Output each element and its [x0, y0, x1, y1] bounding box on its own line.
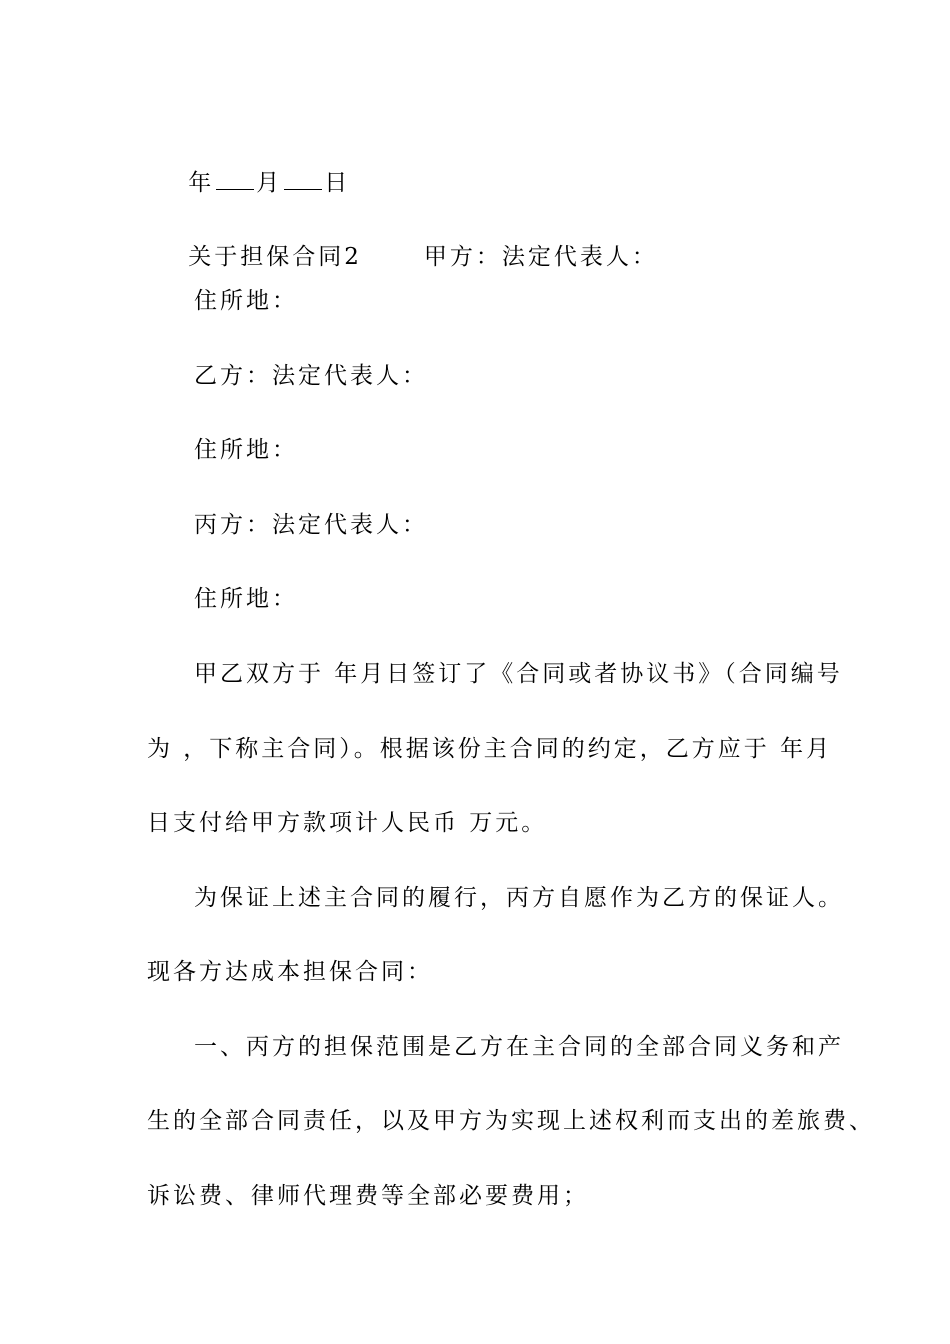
party-a-address: 住所地： [194, 288, 298, 314]
date-year: 年 [188, 170, 215, 196]
month-blank [284, 167, 322, 190]
year-blank [216, 167, 254, 190]
document-title: 关于担保合同2 [188, 244, 362, 270]
paragraph-line: 日支付给甲方款项计人民币 万元。 [147, 810, 548, 836]
paragraph-line: 现各方达成本担保合同： [147, 959, 433, 985]
heading-line [147, 212, 658, 270]
date-month: 月 [256, 170, 283, 196]
party-b-label: 乙方：法定代表人： [194, 363, 428, 389]
date-line [147, 137, 351, 196]
date-day: 日 [324, 170, 351, 196]
party-c-label: 丙方：法定代表人： [194, 512, 428, 538]
paragraph-line: 生的全部合同责任，以及甲方为实现上述权利而支出的差旅费、 [147, 1108, 875, 1134]
party-c-address: 住所地： [194, 586, 298, 612]
paragraph-line: 为保证上述主合同的履行，丙方自愿作为乙方的保证人。 [194, 885, 844, 911]
party-a-label: 甲方：法定代表人： [423, 244, 658, 270]
paragraph-line: 甲乙双方于 年月日签订了《合同或者协议书》（合同编号 [194, 661, 843, 687]
party-b-address: 住所地： [194, 437, 298, 463]
paragraph-line: 诉讼费、律师代理费等全部必要费用； [147, 1183, 589, 1209]
paragraph-line: 一、丙方的担保范围是乙方在主合同的全部合同义务和产 [194, 1034, 844, 1060]
paragraph-line: 为 ，下称主合同）。根据该份主合同的约定，乙方应于 年月 [147, 736, 833, 762]
